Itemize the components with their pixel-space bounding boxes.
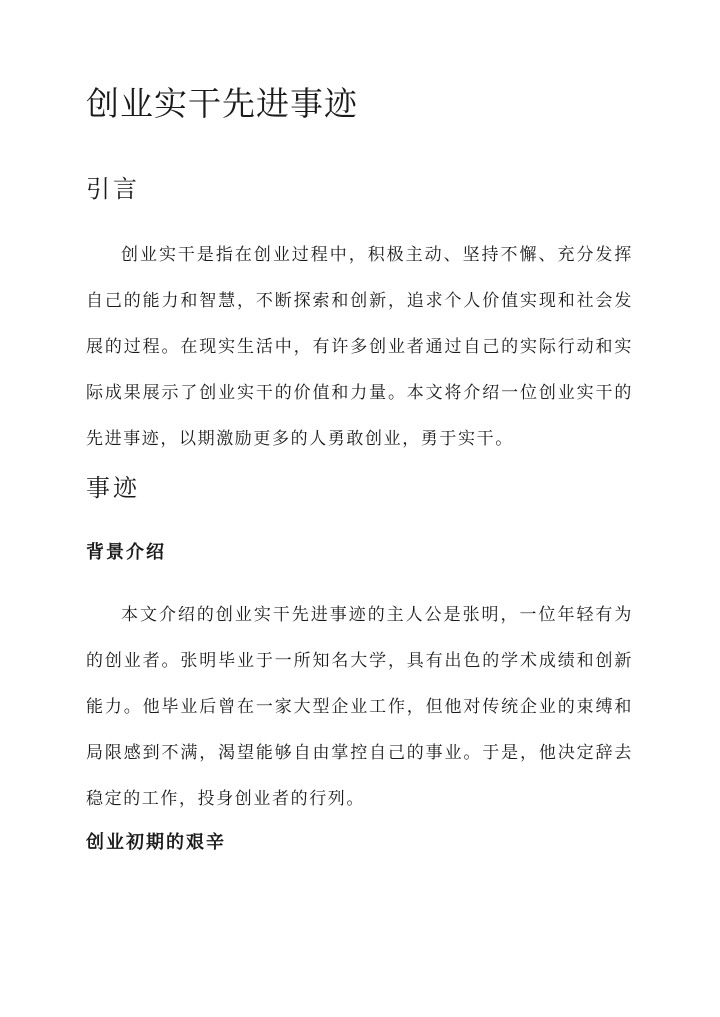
background-paragraph: 本文介绍的创业实干先进事迹的主人公是张明，一位年轻有为的创业者。张明毕业于一所知名大学，具有出色的学术成绩和创新能力。他毕业后曾在一家大型企业工作，但他对传统企业的束缚和局限感到不满，渴望能够自由掌控自己的事业。于是，他决定辞去稳定的工作，投身创业者的行列。 (86, 605, 633, 809)
section-heading-deeds: 事迹 (86, 474, 140, 502)
document-title: 创业实干先进事迹 (86, 84, 358, 123)
subsection-heading-early-hardship: 创业初期的艰辛 (86, 832, 226, 853)
subsection-heading-background: 背景介绍 (86, 542, 166, 563)
intro-paragraph: 创业实干是指在创业过程中，积极主动、坚持不懈、充分发挥自己的能力和智慧，不断探索和创新，追求个人价值实现和社会发展的过程。在现实生活中，有许多创业者通过自己的实际行动和实际成果展示了创业实干的价值和力量。本文将介绍一位创业实干的先进事迹，以期激励更多的人勇敢创业，勇于实干。 (86, 245, 633, 449)
section-heading-intro: 引言 (86, 175, 140, 203)
